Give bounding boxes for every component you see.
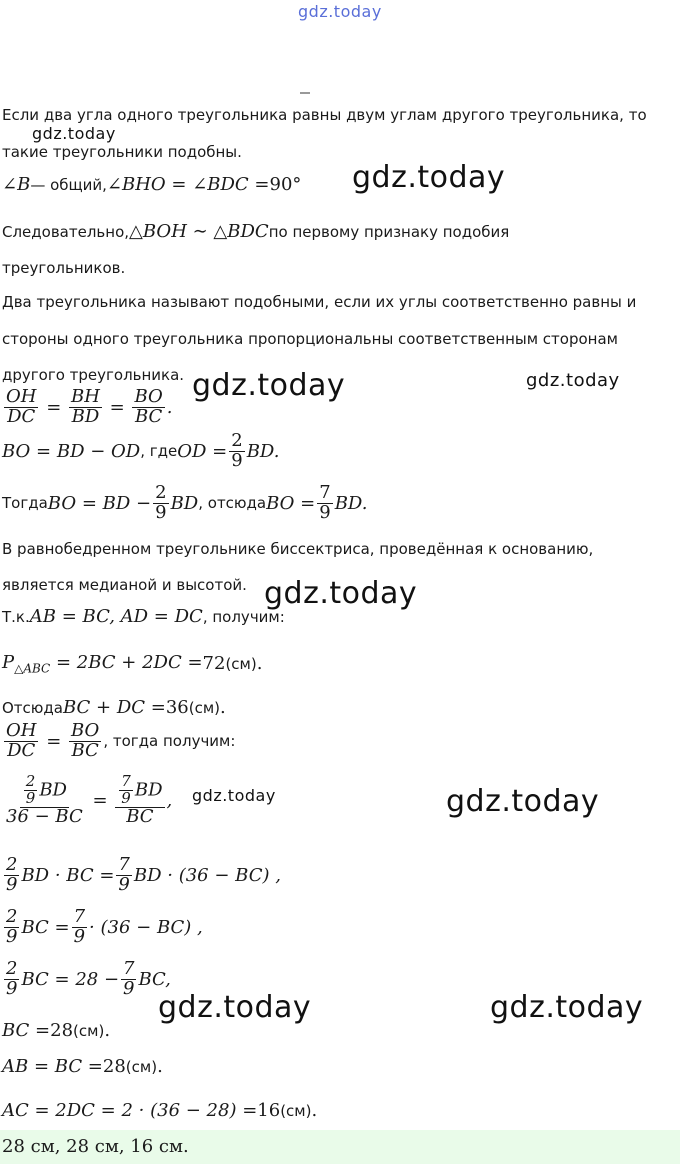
text-line-1a: Если два угла одного треугольника равны двум углам другого треугольника, то [2, 106, 647, 124]
bc-result: BC = 28 (см) . [2, 1020, 111, 1041]
equation-step-3: $\frac{2}{9}$ BC = 28 − $\frac{7}{9}$ BC, [6, 958, 171, 999]
text-line-5a: В равнобедренном треугольнике биссектриса, проведённая к основанию, [2, 540, 594, 558]
ratio-equation: $\frac{OH}{DC}$ = $\frac{BH}{BD}$ = $\frac{BO}{BC}$ . [6, 386, 173, 427]
watermark-3: gdz.today [192, 368, 346, 403]
tk-line: Т.к. AB = BC, AD = DC , получим: [2, 606, 285, 627]
answer-text: 28 см, 28 см, 16 см. [2, 1136, 189, 1157]
similarity-line: Следовательно, △BOH ∼ △BDC по первому признаку подобия [2, 221, 510, 242]
text-line-5b: является медианой и высотой. [2, 576, 247, 594]
text-line-1b: такие треугольники подобны. [2, 143, 242, 161]
watermark-9: gdz.today [490, 990, 644, 1025]
watermark-4: gdz.today [526, 370, 620, 391]
watermark-8: gdz.today [158, 990, 312, 1025]
watermark-5: gdz.today [264, 576, 418, 611]
angles-equation: ∠B — общий, ∠BHO = ∠BDC = 90° [2, 174, 302, 195]
ratio-equation-2: $\frac{OH}{DC}$ = $\frac{BO}{BC}$ , тогда получим: [6, 720, 236, 761]
watermark-1: gdz.today [32, 124, 116, 143]
text-line-4a: Два треугольника называют подобными, если их углы соответственно равны и [2, 293, 637, 311]
complex-fraction-equation: $\frac{2}{9}$ BD 36 − BC = $\frac{7}{9}$ BD BC , [6, 772, 173, 827]
text-line-4c: другого треугольника. [2, 366, 185, 384]
answer-box [0, 1130, 680, 1164]
text-line-4b: стороны одного треугольника пропорциональны соответственным сторонам [2, 330, 618, 348]
bo-result: Тогда BO = BD − $\frac{2}{9}$ BD , отсюда BO = $\frac{7}{9}$ BD. [2, 482, 368, 523]
sum-equation: Отсюда BC + DC = 36 (см) . [2, 697, 226, 718]
watermark-2: gdz.today [352, 160, 506, 195]
watermark-top: gdz.today [298, 2, 382, 21]
bo-equation: BO = BD − OD , где OD = $\frac{2}{9}$ BD. [2, 430, 280, 471]
ac-result: AC = 2DC = 2 · (36 − 28) = 16 (см) . [2, 1100, 318, 1121]
equation-step-2: $\frac{2}{9}$ BC = $\frac{7}{9}$ · (36 − BC) , [6, 906, 203, 947]
divider-mark [300, 92, 310, 94]
equation-step-1: $\frac{2}{9}$ BD · BC = $\frac{7}{9}$ BD · (36 − BC) , [6, 854, 281, 895]
text-line-3b: треугольников. [2, 259, 126, 277]
watermark-6: gdz.today [192, 786, 276, 805]
perimeter-equation: $P_{\triangle ABC} = 2BC + 2DC$ = 72 (см) . [2, 652, 263, 676]
watermark-7: gdz.today [446, 784, 600, 819]
ab-result: AB = BC = 28 (см) . [2, 1056, 163, 1077]
